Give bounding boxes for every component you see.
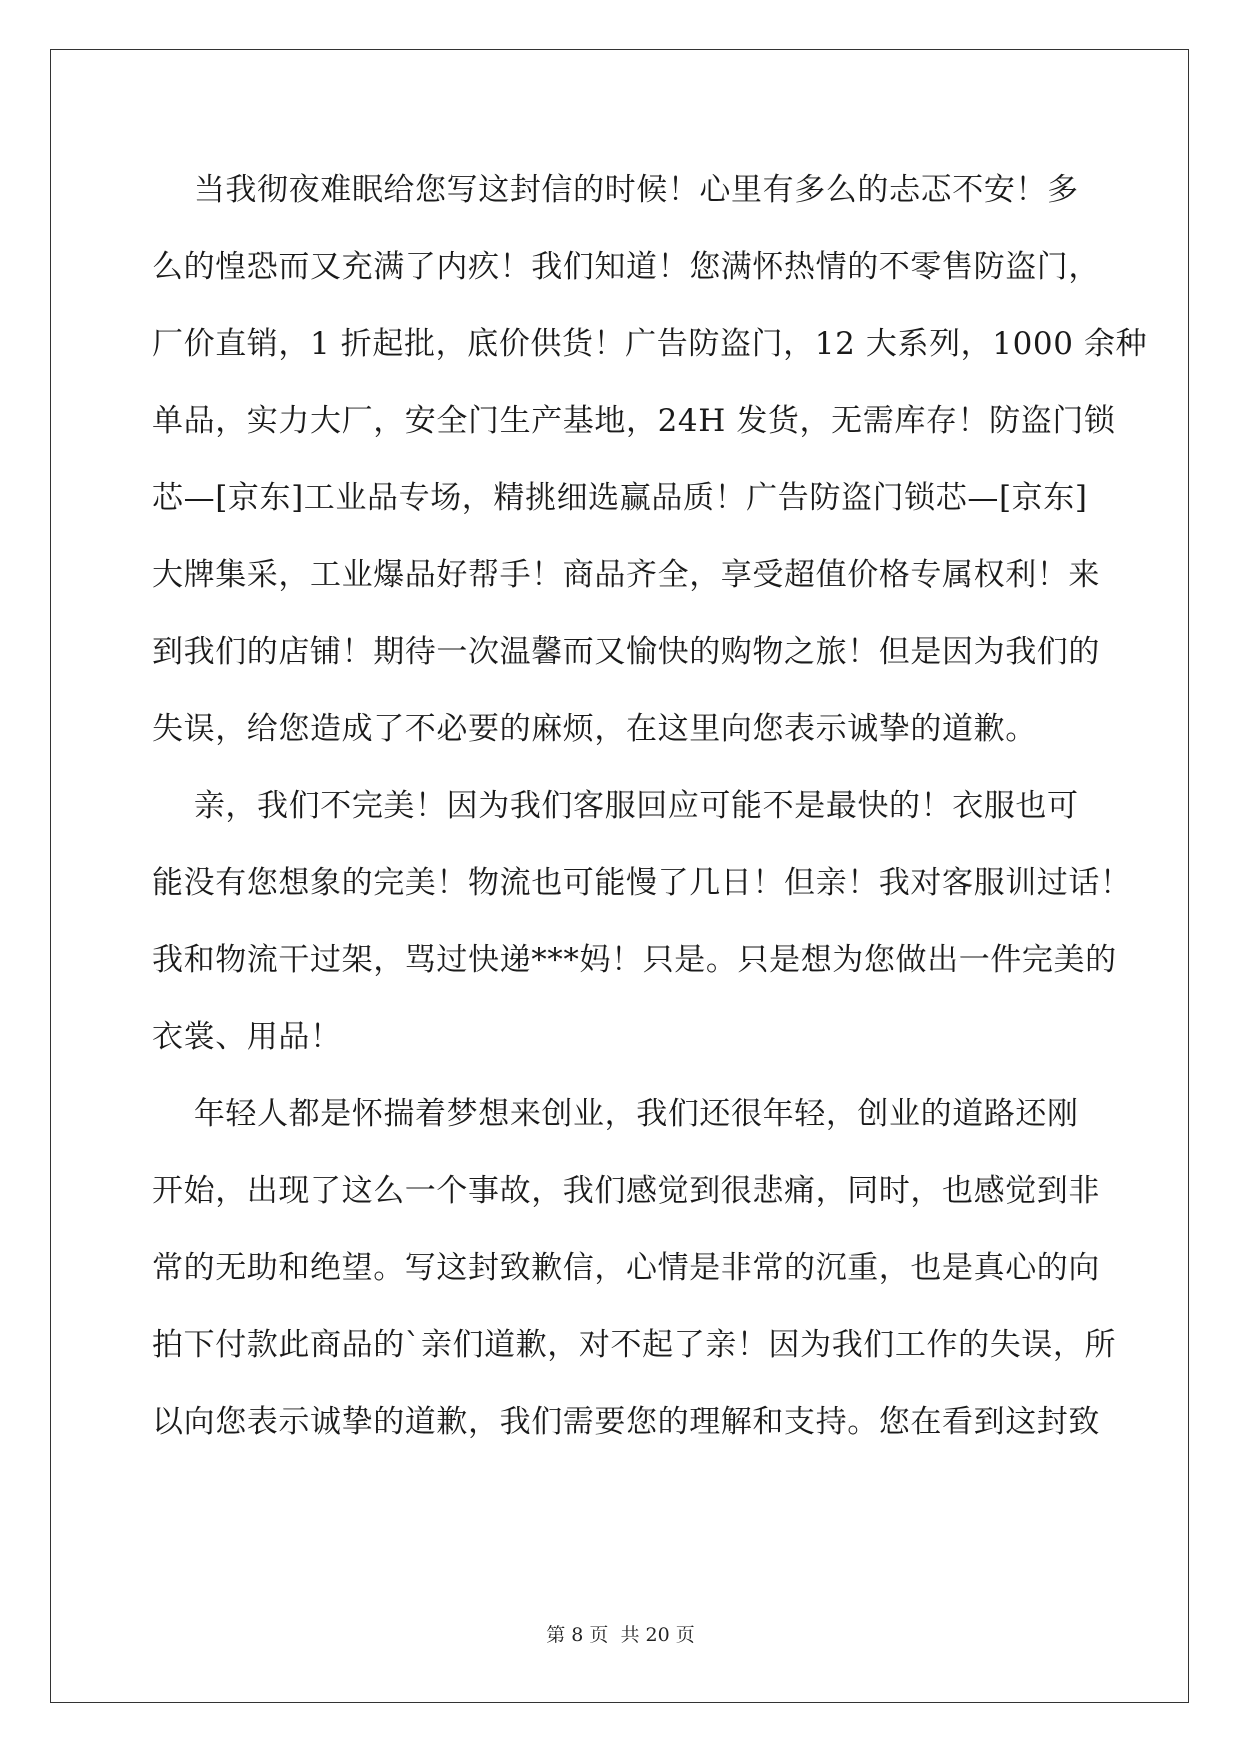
page-number: 第 8 页: [546, 1624, 609, 1646]
text-line: 单品，实力大厂，安全门生产基地，24H 发货，无需库存！防盗门锁: [152, 403, 1116, 439]
text-line: 大牌集采，工业爆品好帮手！商品齐全，享受超值价格专属权利！来: [152, 557, 1100, 593]
text-line: 衣裳、用品！: [152, 1019, 342, 1055]
text-line: 么的惶恐而又充满了内疚！我们知道！您满怀热情的不零售防盗门，: [152, 249, 1100, 285]
text-line: 失误，给您造成了不必要的麻烦，在这里向您表示诚挚的道歉。: [152, 711, 1037, 747]
text-line: 亲，我们不完美！因为我们客服回应可能不是最快的！衣服也可: [152, 788, 1079, 824]
text-line: 芯—[京东]工业品专场，精挑细选赢品质！广告防盗门锁芯—[京东]: [152, 480, 1088, 516]
text-line: 年轻人都是怀揣着梦想来创业，我们还很年轻，创业的道路还刚: [152, 1096, 1079, 1132]
text-line: 到我们的店铺！期待一次温馨而又愉快的购物之旅！但是因为我们的: [152, 634, 1100, 670]
text-line: 拍下付款此商品的`亲们道歉，对不起了亲！因为我们工作的失误，所: [152, 1327, 1117, 1363]
text-line: 能没有您想象的完美！物流也可能慢了几日！但亲！我对客服训过话！: [152, 865, 1132, 901]
text-line: 我和物流干过架，骂过快递***妈！只是。只是想为您做出一件完美的: [152, 942, 1117, 978]
letter-body: [152, 152, 1148, 1461]
text-line: 常的无助和绝望。写这封致歉信，心情是非常的沉重，也是真心的向: [152, 1250, 1100, 1286]
text-line: 厂价直销，1 折起批，底价供货！广告防盗门，12 大系列，1000 余种: [152, 326, 1148, 362]
text-line: 当我彻夜难眠给您写这封信的时候！心里有多么的忐忑不安！多: [152, 172, 1079, 208]
page-total: 共 20 页: [620, 1624, 695, 1646]
text-line: 以向您表示诚挚的道歉，我们需要您的理解和支持。您在看到这封致: [152, 1404, 1100, 1440]
page-footer: [0, 1620, 1241, 1647]
text-line: 开始，出现了这么一个事故，我们感觉到很悲痛，同时，也感觉到非: [152, 1173, 1100, 1209]
